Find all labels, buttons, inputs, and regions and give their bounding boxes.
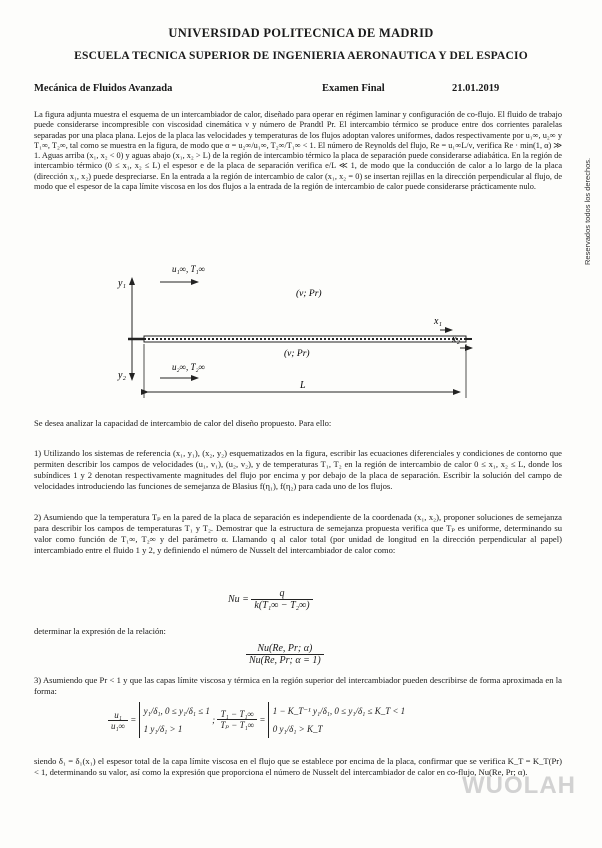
heat-exchanger-figure — [100, 260, 520, 400]
question-3: 3) Asumiendo que Pr < 1 y que las capas límite viscosa y térmica en la región superior del intercambiador pueden describirse de forma aproximada en la forma: — [34, 675, 562, 696]
task-intro: Se desea analizar la capacidad de intercambio de calor del diseño propuesto. Para ello: — [34, 418, 332, 428]
temperature-cases — [268, 702, 405, 738]
nusselt-definition — [228, 588, 313, 611]
temperature-ratio-den: Tₚ − T₁∞ — [220, 720, 255, 730]
question-2-tail: determinar la expresión de la relación: — [34, 626, 166, 636]
y1-label: y₁ — [118, 278, 126, 289]
length-label: L — [300, 380, 306, 391]
y2-label: y₂ — [118, 370, 126, 381]
school-title: ESCUELA TECNICA SUPERIOR DE INGENIERIA AERONAUTICA Y DEL ESPACIO — [74, 50, 528, 62]
course-name: Mecánica de Fluidos Avanzada — [34, 83, 173, 94]
lower-flow-label: u₂∞, T₂∞ — [172, 362, 206, 372]
question-1: 1) Utilizando los sistemas de referencia (x₁, y₁), (x₂, y₂) esquematizados en la figura, escribir las ecuaciones diferenciales y condiciones de contorno que permiten describir los campos de velocidades (u₁, v₁), (u₂, v₂), y de temperaturas T₁, T₂ en la región de intercambio de calor 0 ≤ x₁, x₂ ≤ L, donde los subíndices 1 y 2 denotan respectivamente magnitudes del flujo por encima y por debajo de la placa de separación. Escribir la solución del campo de velocidades introduciendo las funciones de semejanza de Blasius f(η₁), f(η₂) para cada uno de los flujos. — [34, 448, 562, 491]
question-2: 2) Asumiendo que la temperatura Tₚ en la pared de la placa de separación es independiente de la coordenada (x₁, x₂), proponer soluciones de semejanza para describir los campos de temperaturas T₁ y T₂. Demostrar que la estructura de semejanza propuesta verifica que Tₚ es uniforme, determinando su valor como función de T₁∞, T₂∞ y del parámetro α. Llamando q al calor total (por unidad de longitud en la dirección perpendicular al papel) intercambiado entre el fluido 1 y 2, y definiendo el número de Nusselt del intercambiador de calor como: — [34, 512, 562, 555]
intro-paragraph: La figura adjunta muestra el esquema de un intercambiador de calor, diseñado para operar en régimen laminar y configuración de co-flujo. El fluido de trabajo puede considerarse incompresible con viscosidad cinemática ν y número de Prandtl Pr. El intercambio térmico se produce entre dos corrientes paralelas separadas por una placa plana. Lejos de la placa las velocidades y temperaturas de los flujos adoptan valores uniformes, dados respectivamente por u₁∞, u₂∞ y T₁∞, T₂∞, tal como se muestra en la figura, de modo que α = u₂∞/u₁∞, T₂∞/T₁∞ < 1. El número de Reynolds del flujo, Re = u₁∞L/ν, verifica Re · min(1, α) ≫ 1. Aguas arriba (x₁, x₂ < 0) y aguas abajo (x₁, x₂ > L) de la región de intercambio térmico la placa de separación puede considerarse adiabática. En la región de intercambio térmico (0 ≤ x₁, x₂ ≤ L) el espesor e de la placa de separación verifica e/L ≪ 1, de modo que la conducción de calor a lo largo de la placa (dirección x₁, x₂) puede despreciarse. En la entrada a la región de intercambio de calor (x₁, x₂ = 0) se insertan rejillas en la dirección perpendicular al flujo, de modo que el espesor de la capa límite viscosa en los dos flujos a la entrada de la región de intercambio de calor puede considerarse prácticamente nulo. — [34, 110, 562, 192]
velocity-case-2: 1 y₁/δ₁ > 1 — [143, 724, 183, 734]
x1-label: x₁ — [434, 316, 442, 327]
watermark-logo: WUOLAH — [462, 772, 576, 799]
velocity-case-1: y₁/δ₁, 0 ≤ y₁/δ₁ ≤ 1 — [143, 706, 210, 716]
university-title: UNIVERSIDAD POLITECNICA DE MADRID — [168, 26, 434, 40]
exam-type: Examen Final — [322, 83, 385, 94]
question-3-tail: siendo δ₁ = δ₁(x₁) el espesor total de la capa límite viscosa en el flujo que se establece por encima de la placa, confirmar que se verifica K_T = K_T(Pr) < 1, determinando su valor, así como la expresión que proporciona el número de Nusselt del intercambiador de calor en co-flujo, Nu(Re, Pr; α). — [34, 756, 562, 777]
ratio-numerator: Nu(Re, Pr; α) — [246, 643, 324, 655]
temperature-ratio-num: T₁ − T₁∞ — [217, 709, 257, 720]
velocity-ratio-num: u₁ — [108, 710, 128, 721]
nusselt-lhs: Nu = — [228, 593, 249, 605]
nusselt-denominator: k(T₁∞ − T₂∞) — [254, 600, 310, 611]
nusselt-numerator: q — [251, 588, 312, 600]
temperature-case-1: 1 − K_T⁻¹ y₁/δ₁, 0 ≤ y₁/δ₁ ≤ K_T < 1 — [272, 706, 406, 716]
upper-flow-label: u₁∞, T₁∞ — [172, 264, 206, 274]
nusselt-fraction — [251, 588, 312, 611]
profile-equations: $\frac{\text{u₁}}{\text{u₁∞}}$ = y₁/δ₁, 0 ≤ y₁/δ₁ ≤ 1 1 y₁/δ₁ > 1 ; $\frac{\text{T₁ − T₁∞}}{\text{Tₚ − T₁∞}}$ = 1 − K_T⁻¹ y₁/δ₁, 0 ≤ y₁/δ₁ ≤ K_T < 1 0 y₁/δ₁ > K_T — [108, 702, 405, 738]
copyright-notice: Reservados todos los derechos. — [583, 157, 592, 265]
exam-date: 21.01.2019 — [452, 83, 500, 94]
x2-label: x₂ — [452, 334, 460, 345]
temperature-case-2: 0 y₁/δ₁ > K_T — [272, 724, 323, 734]
upper-fluid-properties: (ν; Pr) — [296, 289, 322, 299]
velocity-cases — [139, 702, 210, 738]
nusselt-ratio — [246, 643, 324, 666]
lower-fluid-properties: (ν; Pr) — [284, 349, 310, 359]
ratio-denominator: Nu(Re, Pr; α = 1) — [249, 655, 321, 666]
velocity-ratio-den: u₁∞ — [111, 720, 126, 731]
